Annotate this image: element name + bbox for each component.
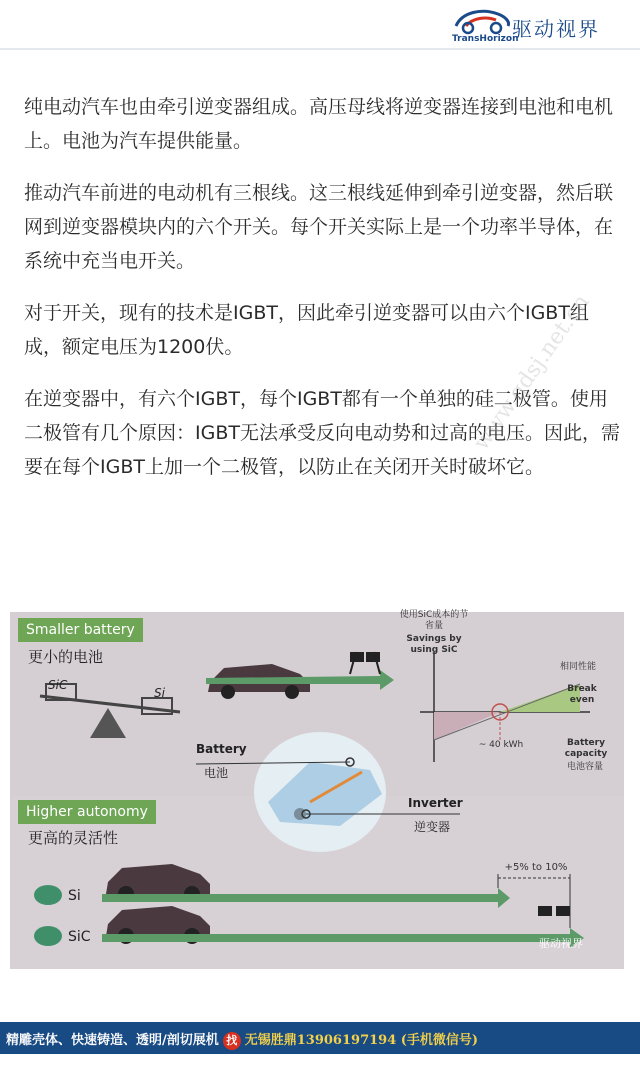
label-higher-autonomy-cn: 更高的灵活性 [28, 829, 119, 847]
battery-label-cn: 电池 [204, 766, 229, 780]
graph-ylabel-en: Savings by using SiC [406, 634, 462, 655]
wechat-watermark: 驱动视界 [539, 937, 583, 950]
sic-infographic [10, 612, 624, 969]
brand-name-en: TransHorizon [452, 34, 519, 44]
article-body [24, 90, 624, 502]
brand-header [0, 0, 640, 50]
ev-chassis-image [254, 732, 386, 852]
brand-name: 驱动视界 [512, 17, 600, 41]
graph-break-even: Break even [567, 684, 597, 705]
graph-ylabel-cn: 使用SiC成本的节省量 [399, 610, 469, 631]
paragraph: 在逆变器中，有六个IGBT，每个IGBT都有一个单独的硅二极管。使用二极管有几个原因：IGBT无法承受反向电动势和过高的电压。因此，需要在每个IGBT上加一个二极管，以防止在关闭开关时破坏它。 [24, 388, 620, 478]
watermark-text: www.qdsj.net.cn [468, 290, 595, 455]
sic-weight-label: SiC [48, 678, 68, 692]
gain-label: +5% to 10% [504, 862, 568, 873]
row-sic-label: SiC [68, 929, 91, 945]
footer-text [6, 1029, 478, 1050]
row-si-label: Si [68, 888, 81, 904]
paragraph: 对于开关，现有的技术是IGBT，因此牵引逆变器可以由六个IGBT组成，额定电压为1200伏。 [24, 302, 589, 358]
car-swirl-logo-icon [452, 6, 514, 36]
graph-same-performance: 相同性能 [559, 662, 596, 672]
footer-ad-banner[interactable] [0, 1022, 640, 1054]
header-divider [0, 48, 640, 50]
label-smaller-battery-cn: 更小的电池 [28, 648, 104, 666]
checkered-flag-icon [350, 652, 380, 674]
brand-logo [452, 6, 622, 46]
footer-right-text: 无锡胜鼎13906197194 (手机微信号) [244, 1033, 479, 1048]
tag-higher-autonomy: Higher autonomy [18, 800, 156, 824]
graph-xlabel-cn: 电池容量 [566, 762, 603, 772]
battery-label: Battery [196, 742, 247, 756]
inverter-label-cn: 逆变器 [414, 820, 451, 834]
graph-xlabel-en: Battery capacity [564, 738, 608, 759]
sic-chip-icon [34, 926, 62, 946]
footer-badge: 找 [223, 1032, 241, 1050]
checkered-flag-icon-bottom [538, 906, 570, 916]
infographic-graphics [10, 612, 624, 969]
paragraph: 纯电动汽车也由牵引逆变器组成。高压母线将逆变器连接到电池和电机上。电池为汽车提供能量。 [24, 96, 614, 152]
paragraph: 推动汽车前进的电动机有三根线。这三根线延伸到牵引逆变器，然后联网到逆变器模块内的六个开关。每个开关实际上是一个功率半导体，在系统中充当电开关。 [24, 182, 614, 272]
si-weight-label: Si [154, 686, 165, 700]
si-chip-icon [34, 885, 62, 905]
footer-left-text: 精雕壳体、快速铸造、透明/剖切展机 [6, 1033, 219, 1048]
inverter-label: Inverter [408, 796, 463, 810]
graph-x-value: ~ 40 kWh [478, 740, 524, 750]
tag-smaller-battery: Smaller battery [18, 618, 143, 642]
